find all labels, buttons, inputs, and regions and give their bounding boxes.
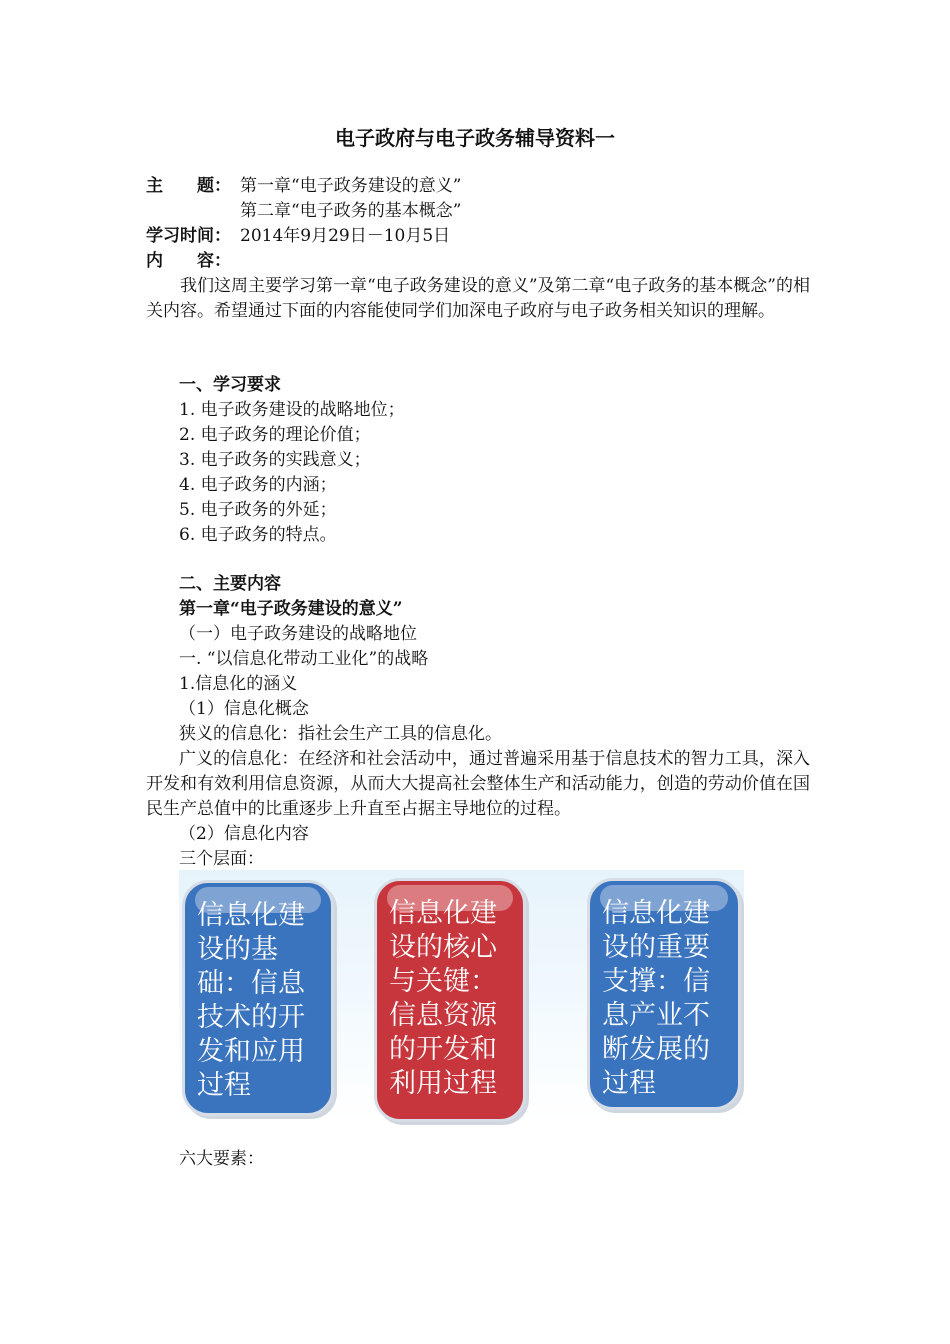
content-label: 内 容：: [146, 251, 231, 271]
level-card-text: 信息化建设的核心与关键：信息资源的开发和利用过程: [389, 898, 497, 1099]
requirement-item: 4. 电子政务的内涵；: [179, 475, 337, 495]
requirement-item: 6. 电子政务的特点。: [179, 525, 337, 545]
time-value: 2014年9月29日－10月5日: [240, 226, 451, 246]
narrow-definition: 狭义的信息化：指社会生产工具的信息化。: [179, 724, 502, 744]
section2-heading: 二、主要内容: [179, 574, 281, 594]
subheading-concept: （1）信息化概念: [179, 699, 309, 719]
requirement-item: 1. 电子政务建设的战略地位；: [179, 400, 405, 420]
time-label: 学习时间：: [146, 226, 231, 246]
topic-label: 主 题：: [146, 176, 231, 196]
levels-label: 三个层面：: [179, 849, 264, 869]
level-card-text: 信息化建设的重要支撑：信息产业不断发展的过程: [602, 898, 710, 1099]
subheading-meaning: 1.信息化的涵义: [179, 674, 298, 694]
level-card-foundation: [182, 880, 334, 1116]
requirement-item: 3. 电子政务的实践意义；: [179, 450, 371, 470]
three-levels-figure: [179, 870, 744, 1122]
requirement-item: 5. 电子政务的外延；: [179, 500, 337, 520]
six-elements-label: 六大要素：: [179, 1149, 264, 1169]
intro-paragraph: 我们这周主要学习第一章“电子政务建设的意义”及第二章“电子政务的基本概念”的相关内容。希望通过下面的内容能使同学们加深电子政府与电子政务相关知识的理解。: [146, 276, 810, 321]
section1-heading: 一、学习要求: [179, 375, 281, 395]
requirement-item: 2. 电子政务的理论价值；: [179, 425, 371, 445]
subheading-strategic-position: （一）电子政务建设的战略地位: [179, 624, 417, 644]
subheading-strategy: 一. “以信息化带动工业化”的战略: [179, 649, 429, 669]
document-title: 电子政府与电子政务辅导资料一: [335, 126, 615, 150]
level-card-support: [587, 878, 741, 1110]
subheading-content: （2）信息化内容: [179, 824, 309, 844]
chapter-heading: 第一章“电子政务建设的意义”: [179, 599, 403, 619]
topic-line-2: 第二章“电子政务的基本概念”: [240, 201, 462, 221]
topic-line-1: 第一章“电子政务建设的意义”: [240, 176, 462, 196]
broad-definition: 广义的信息化：在经济和社会活动中，通过普遍采用基于信息技术的智力工具，深入开发和有效利用信息资源，从而大大提高社会整体生产和活动能力，创造的劳动价值在国民生产总值中的比重逐步上升直至占据主导地位的过程。: [146, 749, 810, 819]
level-card-text: 信息化建设的基础：信息技术的开发和应用过程: [197, 900, 305, 1101]
level-card-core: [374, 878, 526, 1122]
